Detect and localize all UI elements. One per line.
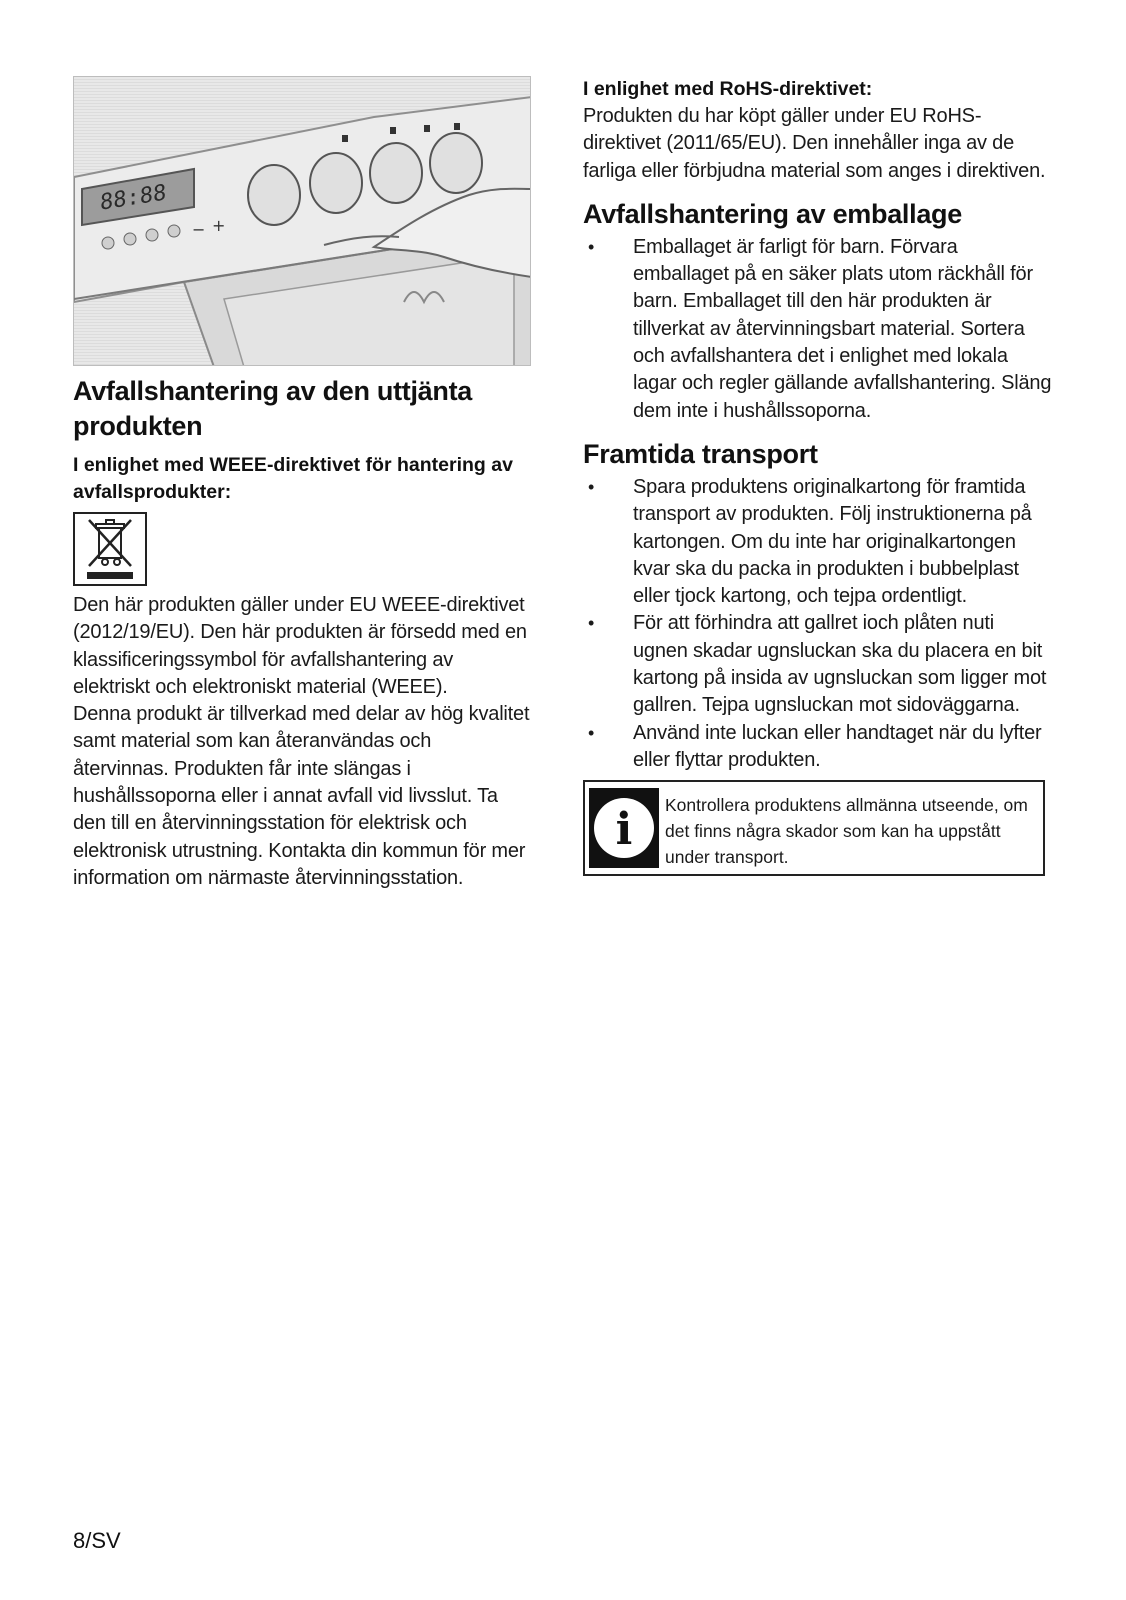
list-item-text: Emballaget är farligt för barn. Förvara emballaget på en säker plats utom räckhåll för barn. Emballaget till den här produkten är tillverkat av återvinningsbart material. Sortera och avfallshantera det i enlighet med lokala lagar och regler gällande avfallshantering. Släng dem inte i hushållssoporna. [633,235,1052,422]
heading-packaging: Avfallshantering av emballage [583,198,962,229]
heading-transport: Framtida transport [583,438,818,469]
list-item-text: För att förhindra att gallret ioch plåten nuti ugnen skadar ugnsluckan ska du placera en bit kartong på insida av ugnsluckan som ligger mot gallren. Tejpa ugnsluckan mot sidoväggarna. [633,612,1047,717]
list-item [583,610,1053,719]
info-note-box [583,780,1045,876]
left-column [73,76,531,892]
info-icon [585,782,663,874]
list-item [583,474,1053,610]
transport-bullet-list [583,474,1053,774]
info-glyph: i [615,804,633,856]
list-item-text: Spara produktens originalkartong för framtida transport av produkten. Följ instruktionerna på kartongen. Om du inte har originalkartongen kvar ska du packa in produkten i bubbelplast eller tjock kartong, och tejpa ordentligt. [633,475,1032,608]
oven-minus-label: − [192,220,206,239]
oven-illustration [74,77,531,366]
weee-paragraph-1: Den här produkten gäller under EU WEEE-direktivet (2012/19/EU). Den här produkten är försedd med en klassificeringssymbol för avfallshantering av elektriskt och elektroniskt material (WEEE). [73,594,527,698]
page-number: 8/SV [73,1528,121,1553]
bullet-icon: • [588,613,595,634]
right-column [583,76,1053,876]
bullet-icon: • [588,722,595,743]
packaging-bullet-list [583,234,1053,425]
weee-paragraph-2: Denna produkt är tillverkad med delar av hög kvalitet samt material som kan återanvändas och återvinnas. Produkten får inte slängas i hushållssoporna eller i annat avfall vid livsslut. Ta den till en återvinningsstation för elektrisk och elektronisk utrustning. Kontakta din kommun för mer information om närmaste återvinningsstation. [73,703,530,889]
rohs-paragraph: Produkten du har köpt gäller under EU RoHS-direktivet (2011/65/EU). Den innehåller inga av de farliga eller förbjudna material som anges i direktiven. [583,105,1046,182]
oven-display-digits: 88:88 [100,179,167,216]
oven-control-panel-photo [73,76,531,366]
info-note-text: Kontrollera produktens allmänna utseende, om det finns några skador som kan ha uppstått under transport. [665,795,1028,868]
weee-subheading: I enlighet med WEEE-direktivet för hantering av avfallsprodukter: [73,454,513,503]
bullet-icon: • [588,476,595,497]
list-item [583,234,1053,425]
list-item-text: Använd inte luckan eller handtaget när du lyfter eller flyttar produkten. [633,721,1042,771]
weee-crossed-bin-icon [73,512,147,586]
bullet-icon: • [588,236,595,257]
heading-disposal: Avfallshantering av den uttjänta produkten [73,376,472,441]
oven-plus-label: + [212,216,226,235]
list-item [583,720,1053,775]
rohs-subheading: I enlighet med RoHS-direktivet: [583,78,873,100]
